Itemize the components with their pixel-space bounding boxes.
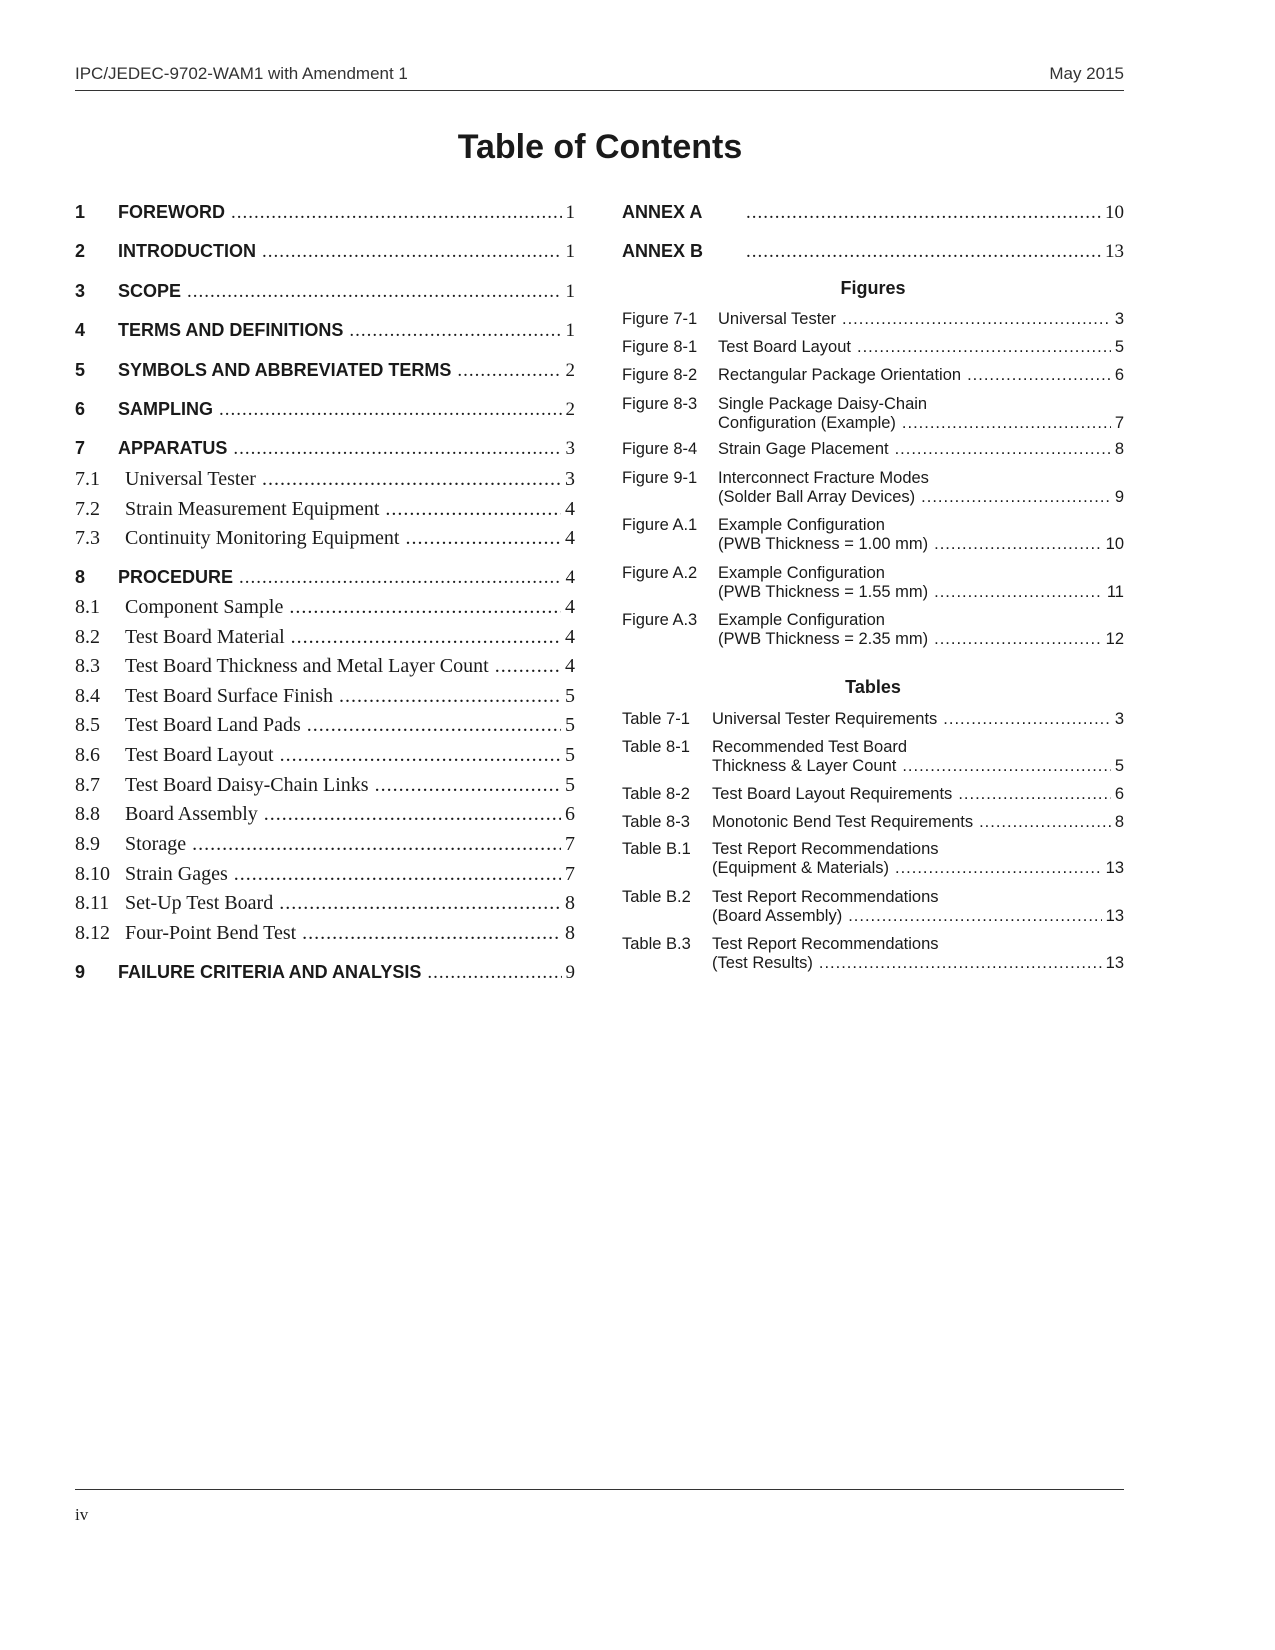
entry-number: 8.11 (75, 892, 110, 914)
entry-title: Test Board Thickness and Metal Layer Count (125, 655, 489, 677)
entry-page-number: 6 (1114, 366, 1124, 384)
dot-leader (934, 583, 1103, 602)
entry-number: 8.2 (75, 626, 100, 648)
dot-leader (262, 241, 562, 263)
toc-fig-entry[interactable] (622, 338, 1124, 357)
entry-number: Figure 7-1 (622, 310, 698, 328)
toc-tbl-entry[interactable] (622, 954, 1124, 973)
fig-label: Figure A.2 (622, 564, 698, 582)
entry-number: 3 (75, 281, 86, 301)
dot-leader (943, 710, 1111, 729)
dot-leader (427, 962, 561, 984)
entry-title: FAILURE CRITERIA AND ANALYSIS (118, 962, 422, 982)
entry-page-number: 1 (565, 281, 575, 302)
toc-fig-entry[interactable] (622, 440, 1124, 459)
dot-leader (307, 714, 561, 737)
dot-leader (895, 859, 1102, 878)
toc-subsection-entry[interactable] (75, 714, 575, 737)
header-date: May 2015 (1049, 64, 1124, 83)
entry-title: Monotonic Bend Test Requirements (712, 813, 974, 831)
fig-caption-first-line: Interconnect Fracture Modes (718, 469, 929, 487)
entry-page-number: 6 (565, 803, 575, 825)
toc-subsection-entry[interactable] (75, 655, 575, 678)
header-rule (75, 90, 1124, 91)
toc-section-entry[interactable] (75, 241, 575, 263)
dot-leader (934, 630, 1102, 649)
dot-leader (746, 202, 1101, 224)
toc-subsection-entry[interactable] (75, 468, 575, 491)
toc-tbl-entry[interactable] (622, 710, 1124, 729)
entry-page-number: 5 (565, 774, 575, 796)
entry-page-number: 1 (565, 202, 575, 223)
figures-heading: Figures (840, 278, 906, 298)
entry-title: INTRODUCTION (118, 241, 256, 261)
toc-subsection-entry[interactable] (75, 626, 575, 649)
entry-page-number: 3 (1114, 310, 1124, 328)
entry-page-number: 5 (565, 685, 575, 707)
entry-title: Universal Tester (718, 310, 836, 328)
entry-number: 9 (75, 962, 86, 982)
entry-title: (Test Results) (712, 954, 813, 972)
toc-subsection-entry[interactable] (75, 892, 575, 915)
entry-number: 5 (75, 360, 86, 380)
entry-page-number: 1 (565, 241, 575, 262)
dot-leader (234, 863, 561, 886)
entry-title: APPARATUS (118, 438, 228, 458)
toc-section-entry[interactable] (75, 438, 575, 460)
entry-number: 8.5 (75, 714, 100, 736)
toc-section-entry[interactable] (75, 399, 575, 421)
tbl-label: Table B.3 (622, 935, 691, 953)
toc-subsection-entry[interactable] (75, 498, 575, 521)
fig-caption-first-line: Example Configuration (718, 564, 885, 582)
entry-title: (Equipment & Materials) (712, 859, 889, 877)
entry-title: Strain Gages (125, 863, 228, 885)
toc-subsection-entry[interactable] (75, 863, 575, 886)
entry-title: Test Board Daisy-Chain Links (125, 774, 369, 796)
entry-page-number: 8 (1114, 813, 1124, 831)
header-document-id: IPC/JEDEC-9702-WAM1 with Amendment 1 (75, 64, 408, 83)
tbl-label: Table B.2 (622, 888, 691, 906)
tbl-caption-first-line: Test Report Recommendations (712, 888, 939, 906)
entry-page-number: 11 (1106, 583, 1124, 601)
entry-number: 8.4 (75, 685, 100, 707)
toc-tbl-entry[interactable] (622, 813, 1124, 832)
entry-page-number: 13 (1105, 859, 1124, 877)
dot-leader (902, 757, 1110, 776)
entry-number: 8.10 (75, 863, 110, 885)
entry-page-number: 2 (565, 360, 575, 381)
entry-page-number: 4 (565, 596, 575, 618)
entry-title: Continuity Monitoring Equipment (125, 527, 400, 549)
entry-title: Universal Tester Requirements (712, 710, 938, 728)
entry-page-number: 8 (565, 892, 575, 914)
toc-section-entry[interactable] (75, 360, 575, 382)
entry-number: Figure 8-2 (622, 366, 698, 384)
entry-title: Test Board Layout (718, 338, 851, 356)
dot-leader (405, 527, 561, 550)
entry-page-number: 4 (565, 498, 575, 520)
entry-title: Component Sample (125, 596, 284, 618)
entry-number: Table 8-2 (622, 785, 690, 803)
entry-page-number: 3 (565, 438, 575, 459)
entry-number: 6 (75, 399, 86, 419)
entry-title: Thickness & Layer Count (712, 757, 897, 775)
dot-leader (219, 399, 561, 421)
entry-page-number: 8 (565, 922, 575, 944)
entry-title: SAMPLING (118, 399, 214, 419)
entry-page-number: 9 (1114, 488, 1124, 506)
entry-title: Test Board Land Pads (125, 714, 301, 736)
dot-leader (302, 922, 561, 945)
entry-page-number: 12 (1105, 630, 1124, 648)
entry-title: (Solder Ball Array Devices) (718, 488, 916, 506)
entry-number: 8 (75, 567, 86, 587)
tbl-label: Table 8-1 (622, 738, 690, 756)
entry-page-number: 7 (565, 833, 575, 855)
toc-fig-entry[interactable] (622, 535, 1124, 554)
toc-tbl-entry[interactable] (622, 785, 1124, 804)
fig-label: Figure 9-1 (622, 469, 698, 487)
dot-leader (857, 338, 1111, 357)
page-title: Table of Contents (457, 128, 743, 166)
entry-title: Test Board Layout (125, 744, 274, 766)
dot-leader (233, 438, 561, 460)
entry-page-number: 2 (565, 399, 575, 420)
entry-page-number: 8 (1114, 440, 1124, 458)
dot-leader (239, 567, 561, 589)
dot-leader (895, 440, 1111, 459)
entry-title: (PWB Thickness = 1.00 mm) (718, 535, 929, 553)
tbl-caption-first-line: Test Report Recommendations (712, 935, 939, 953)
toc-fig-entry[interactable] (622, 414, 1124, 433)
entry-number: 8.1 (75, 596, 100, 618)
toc-tbl-entry[interactable] (622, 757, 1124, 776)
toc-section-entry[interactable] (75, 567, 575, 589)
entry-page-number: 3 (565, 468, 575, 490)
entry-title: Strain Gage Placement (718, 440, 889, 458)
entry-page-number: 13 (1105, 954, 1124, 972)
fig-label: Figure A.3 (622, 611, 698, 629)
dot-leader (842, 310, 1111, 329)
toc-annex-entry[interactable] (622, 202, 1124, 224)
entry-number: ANNEX A (622, 202, 703, 222)
dot-leader (279, 892, 561, 915)
entry-title: PROCEDURE (118, 567, 234, 587)
entry-number: 8.8 (75, 803, 100, 825)
dot-leader (746, 241, 1101, 263)
toc-tbl-entry[interactable] (622, 907, 1124, 926)
entry-page-number: 5 (1114, 757, 1124, 775)
entry-page-number: 13 (1105, 241, 1124, 262)
fig-label: Figure A.1 (622, 516, 698, 534)
fig-caption-first-line: Example Configuration (718, 516, 885, 534)
entry-number: 7.3 (75, 527, 100, 549)
entry-page-number: 4 (565, 527, 575, 549)
dot-leader (902, 414, 1111, 433)
toc-fig-entry[interactable] (622, 583, 1124, 602)
entry-title: FOREWORD (118, 202, 225, 222)
entry-title: Test Board Layout Requirements (712, 785, 953, 803)
dot-leader (819, 954, 1102, 973)
dot-leader (979, 813, 1111, 832)
entry-title: (PWB Thickness = 1.55 mm) (718, 583, 929, 601)
footer-rule (75, 1489, 1124, 1490)
entry-number: 8.7 (75, 774, 100, 796)
dot-leader (289, 596, 561, 619)
dot-leader (231, 202, 562, 224)
entry-page-number: 5 (1114, 338, 1124, 356)
toc-subsection-entry[interactable] (75, 596, 575, 619)
entry-page-number: 5 (565, 744, 575, 766)
entry-page-number: 4 (565, 626, 575, 648)
fig-caption-first-line: Example Configuration (718, 611, 885, 629)
entry-number: 1 (75, 202, 86, 222)
entry-page-number: 10 (1105, 535, 1124, 553)
dot-leader (958, 785, 1111, 804)
tbl-caption-first-line: Recommended Test Board (712, 738, 908, 756)
toc-subsection-entry[interactable] (75, 685, 575, 708)
entry-title: Storage (125, 833, 187, 855)
fig-label: Figure 8-3 (622, 395, 698, 413)
dot-leader (921, 488, 1111, 507)
tbl-caption-first-line: Test Report Recommendations (712, 840, 939, 858)
toc-fig-entry[interactable] (622, 310, 1124, 329)
entry-page-number: 3 (1114, 710, 1124, 728)
toc-fig-entry[interactable] (622, 366, 1124, 385)
tables-heading: Tables (845, 677, 901, 697)
entry-page-number: 5 (565, 714, 575, 736)
dot-leader (349, 320, 561, 342)
entry-title: Board Assembly (125, 803, 258, 825)
entry-title: Configuration (Example) (718, 414, 896, 432)
toc-tbl-entry[interactable] (622, 859, 1124, 878)
entry-title: TERMS AND DEFINITIONS (118, 320, 344, 340)
toc-fig-entry[interactable] (622, 630, 1124, 649)
entry-page-number: 13 (1105, 907, 1124, 925)
dot-leader (291, 626, 561, 649)
dot-leader (848, 907, 1101, 926)
dot-leader (187, 281, 561, 303)
toc-subsection-entry[interactable] (75, 774, 575, 797)
entry-page-number: 7 (1114, 414, 1124, 432)
dot-leader (339, 685, 561, 708)
entry-page-number: 7 (565, 863, 575, 885)
toc-annex-entry[interactable] (622, 241, 1124, 263)
entry-number: Table 8-3 (622, 813, 690, 831)
entry-number: Figure 8-1 (622, 338, 698, 356)
toc-section-entry[interactable] (75, 962, 575, 984)
entry-title: Strain Measurement Equipment (125, 498, 380, 520)
entry-title: Set-Up Test Board (125, 892, 274, 914)
entry-number: Figure 8-4 (622, 440, 698, 458)
dot-leader (264, 803, 561, 826)
dot-leader (495, 655, 561, 678)
entry-number: 8.6 (75, 744, 100, 766)
dot-leader (385, 498, 561, 521)
entry-number: 8.12 (75, 922, 110, 944)
dot-leader (375, 774, 561, 797)
entry-title: Rectangular Package Orientation (718, 366, 962, 384)
fig-caption-first-line: Single Package Daisy-Chain (718, 395, 928, 413)
entry-title: Four-Point Bend Test (125, 922, 297, 944)
toc-subsection-entry[interactable] (75, 922, 575, 945)
toc-subsection-entry[interactable] (75, 744, 575, 767)
dot-leader (934, 535, 1102, 554)
entry-number: 8.9 (75, 833, 100, 855)
toc-subsection-entry[interactable] (75, 833, 575, 856)
entry-page-number: 4 (565, 567, 575, 588)
dot-leader (967, 366, 1111, 385)
toc-subsection-entry[interactable] (75, 803, 575, 826)
entry-title: (PWB Thickness = 2.35 mm) (718, 630, 929, 648)
entry-number: 7 (75, 438, 86, 458)
page-number: iv (75, 1505, 89, 1524)
entry-page-number: 9 (565, 962, 575, 983)
entry-page-number: 4 (565, 655, 575, 677)
dot-leader (280, 744, 561, 767)
dot-leader (192, 833, 561, 856)
entry-title: Test Board Surface Finish (125, 685, 334, 707)
entry-title: (Board Assembly) (712, 907, 843, 925)
entry-page-number: 1 (565, 320, 575, 341)
toc-fig-entry[interactable] (622, 488, 1124, 507)
entry-number: 7.2 (75, 498, 100, 520)
entry-number: ANNEX B (622, 241, 704, 261)
entry-number: 7.1 (75, 468, 100, 490)
entry-number: 8.3 (75, 655, 100, 677)
entry-number: 2 (75, 241, 86, 261)
toc-section-entry[interactable] (75, 202, 575, 224)
toc-subsection-entry[interactable] (75, 527, 575, 550)
entry-title: Test Board Material (125, 626, 285, 648)
tbl-label: Table B.1 (622, 840, 691, 858)
entry-page-number: 6 (1114, 785, 1124, 803)
entry-title: SYMBOLS AND ABBREVIATED TERMS (118, 360, 452, 380)
entry-title: Universal Tester (125, 468, 256, 490)
dot-leader (457, 360, 561, 382)
entry-number: Table 7-1 (622, 710, 690, 728)
entry-title: SCOPE (118, 281, 182, 301)
entry-page-number: 10 (1105, 202, 1124, 223)
dot-leader (262, 468, 561, 491)
toc-section-entry[interactable] (75, 281, 575, 303)
toc-section-entry[interactable] (75, 320, 575, 342)
entry-number: 4 (75, 320, 86, 340)
